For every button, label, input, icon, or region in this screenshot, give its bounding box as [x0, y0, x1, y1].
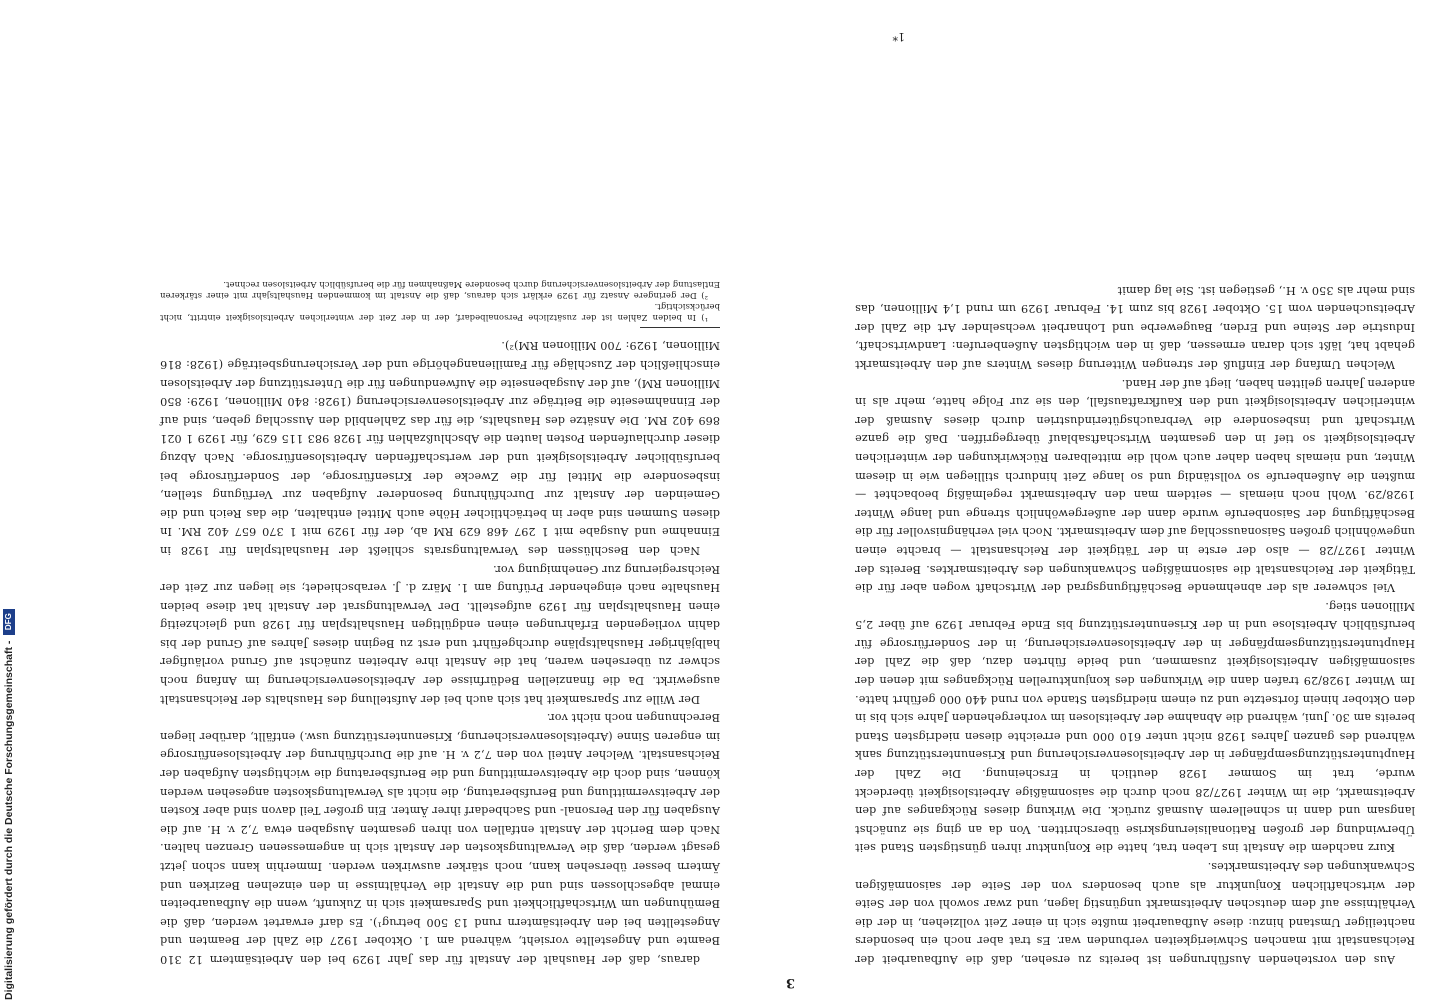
- page-number: 3: [785, 975, 795, 990]
- paragraph: daraus, daß der Haushalt der Anstalt für das Jahr 1929 bei den Arbeitsämtern 12 310 Beamte und Angestellte vorsieht, während am 1. Oktober 1927 die Zahl der Beamten und Angestellten bei den Arbeitsämtern rund 13 500 betrug¹). Es darf erwartet werden, daß die Bemühungen um Wirtschaftlichkeit und Sparsamkeit sich in Zukunft, wenn die Aufbauarbeiten einmal abgeschlossen sind und die Anstalt die Verhältnisse in den einzelnen Bezirken und Ämtern besser übersehen kann, noch stärker auswirken werden. Immerhin kann schon jetzt gesagt werden, daß die Verwaltungskosten der Anstalt sich in angemessenen Grenzen halten. Nach dem Bericht der Anstalt entfallen von ihren gesamten Ausgaben etwa 7,2 v. H. auf die Ausgaben für den Personal- und Sachbedarf ihrer Ämter. Ein großer Teil davon sind aber Kosten der Arbeitsvermittlung und Berufsberatung, die nicht als Verwaltungskosten angesehen werden können, sind doch die Arbeitsvermittlung und die Berufsberatung die wichtigsten Aufgaben der Reichsanstalt. Welcher Anteil von den 7,2 v. H. auf die Durchführung der Arbeitslosenfürsorge im engeren Sinne (Arbeitslosenversicherung, Krisenunterstützung usw.) entfällt, darüber liegen Berechnungen noch nicht vor.: [160, 711, 720, 966]
- dfg-logo: DFG: [3, 609, 15, 635]
- paragraph: Aus den vorstehenden Ausführungen ist bereits zu ersehen, daß die Aufbauarbeit der Reichsanstalt mit manchen Schwierigkeiten verbunden war. Es trat aber noch ein besonders nachteiliger Umstand hinzu: diese Aufbauarbeit mußte sich in einer Zeit vollziehen, in der die Verhältnisse auf dem deutschen Arbeitsmarkt ungünstig lagen, und zwar sowohl von der Seite der wirtschaftlichen Konjunktur als auch besonders von der Seite der saisonmäßigen Schwankungen des Arbeitsmarktes.: [855, 860, 1415, 966]
- paragraph: Kurz nachdem die Anstalt ins Leben trat, hatte die Konjunktur ihren günstigsten Stand seit Überwindung der großen Rationalisierungskrise überschritten. Von da an ging sie zunächst langsam und dann in schnellerem Ausmaß zurück. Die Wirkung dieses Rückganges auf den Arbeitsmarkt, die im Winter 1927/28 noch durch die saisonmäßige Arbeitslosigkeit überdeckt wurde, trat im Sommer 1928 deutlich in Erscheinung. Die Zahl der Hauptunterstützungsempfänger in der Arbeitslosenversicherung und Krisenunterstützung sank während des ganzen Jahres 1928 nicht unter 610 000 und erreichte diesen niedrigsten Stand bereits am 30. Juni, während die Abnahme der Arbeitslosen im vorhergehenden Jahre sich bis in den Oktober hinein fortsetzte und zu einem niedrigsten Stande von rund 440 000 geführt hatte. Im Winter 1928/29 trafen dann die Wirkungen des konjunkturellen Rückganges mit denen der saisonmäßigen Arbeitslosigkeit zusammen, und beide führten dazu, daß die Zahl der Hauptunterstützungsempfänger in der Arbeitslosenversicherung, in der Sonderfürsorge für berufsüblich Arbeitslose und in der Krisenunterstützung bis Ende Februar 1929 auf über 2,5 Millionen stieg.: [855, 599, 1415, 855]
- folio-mark: 1*: [892, 30, 905, 43]
- paragraph: Welchen Umfang der Einfluß der strengen Witterung dieses Winters auf den Arbeitsmarkt gehabt hat, läßt sich daran ermessen, daß in den wichtigsten Außenberufen: Landwirtschaft, Industrie der Steine und Erden, Baugewerbe und Lohnarbeit wechselnder Art die Zahl der Arbeitsuchenden vom 15. Oktober 1928 bis zum 14. Februar 1929 um rund 1,4 Millionen, das sind mehr als 350 v. H., gestiegen ist. Sie lag damit: [855, 283, 1415, 371]
- footnote-divider: [640, 327, 720, 328]
- footnote: ¹) In beiden Zahlen ist der zusätzliche Personalbedarf, der in der Zeit der winterlichen Arbeitslosigkeit eintritt, nicht berücksichtigt.: [160, 301, 720, 323]
- credit-text: Digitalisierung gefördert durch die Deutsche Forschungsgemeinschaft -: [3, 640, 15, 1000]
- digitization-credit: [2, 10, 16, 1000]
- left-column: [855, 48, 1415, 968]
- paragraph: Nach den Beschlüssen des Verwaltungsrats schließt der Haushaltsplan für 1928 in Einnahme und Ausgabe mit 1 297 468 629 RM ab, der für 1929 mit 1 370 657 402 RM. In diesen Summen sind aber in beträchtlicher Höhe auch Mittel enthalten, die das Reich und die Gemeinden der Anstalt zur Durchführung besonderer Aufgaben zur Verfügung stellen, insbesondere die Mittel für die Zwecke der Krisenfürsorge, der Sonderfürsorge bei berufsüblicher Arbeitslosigkeit und der wertschaffenden Arbeitslosenfürsorge. Nach Abzug dieser durchlaufenden Posten lauten die Abschlußzahlen für 1928 983 115 629, für 1929 1 021 869 402 RM. Die Ansätze des Haushalts, die für das Zahlenbild den Ausschlag geben, sind auf der Einnahmeseite die Beiträge zur Arbeitslosenversicherung (1928: 840 Millionen, 1929: 850 Millionen RM), auf der Ausgabenseite die Aufwendungen für die Unterstützung der Arbeitslosen einschließlich der Zuschläge für Familienangehörige und der Versicherungsbeiträge (1928: 816 Millionen, 1929: 700 Millionen RM)²).: [160, 339, 720, 557]
- right-column: [160, 48, 720, 968]
- paragraph: Der Wille zur Sparsamkeit hat sich auch bei der Aufstellung des Haushalts der Reichsanstalt ausgewirkt. Da die finanziellen Bedürfnisse der Arbeitslosenversicherung im Anfang noch schwer zu übersehen waren, hat die Anstalt ihre Arbeiten zunächst auf Grund vorläufiger halbjähriger Haushaltspläne durchgeführt und erst zu Beginn dieses Jahres auf Grund der bis dahin vorliegenden Erfahrungen einen endgültigen Haushaltsplan für 1928 und gleichzeitig einen Haushaltsplan für 1929 aufgestellt. Der Verwaltungsrat der Anstalt hat diese beiden Haushalte nach eingehender Prüfung am 1. März d. J. verabschiedet; sie liegen zur Zeit der Reichsregierung zur Genehmigung vor.: [160, 562, 720, 706]
- paragraph: Viel schwerer als der abnehmende Beschäftigungsgrad der Wirtschaft wogen aber für die Tätigkeit der Reichsanstalt die saisonmäßigen Schwankungen des Arbeitsmarktes. Bereits der Winter 1927/28 — also der erste in der Tätigkeit der Reichsanstalt — brachte einen ungewöhnlich großen Saisonausschlag auf dem Arbeitsmarkt. Noch viel verhängnisvoller für die Beschäftigung der Saisonberufe wurde dann der außergewöhnlich strenge und lange Winter 1928/29. Wohl noch niemals — seitdem man den Arbeitsmarkt regelmäßig beobachtet — mußten die Außenberufe so vollständig und so lange Zeit hindurch stilliegen wie in diesem Winter, und niemals haben daher auch wohl die mittelbaren Rückwirkungen der winterlichen Arbeitslosigkeit so tief in den gesamten Wirtschaftsablauf übergegriffen. Daß die ganze Wirtschaft und insbesondere die Verbrauchsgüterindustrien durch dieses Ausmaß der winterlichen Arbeitslosigkeit und den Kaufkraftausfall, den sie zur Folge hatte, mehr als in anderen Jahren gelitten haben, liegt auf der Hand.: [855, 376, 1415, 595]
- document-page: [150, 0, 1425, 998]
- footnote: ²) Der geringere Ansatz für 1929 erklärt sich daraus, daß die Anstalt im kommenden Haushaltsjahr mit einer stärkeren Entlastung der Arbeitslosenversicherung durch besondere Maßnahmen für die berufsüblich Arbeitslosen rechnet.: [160, 279, 720, 301]
